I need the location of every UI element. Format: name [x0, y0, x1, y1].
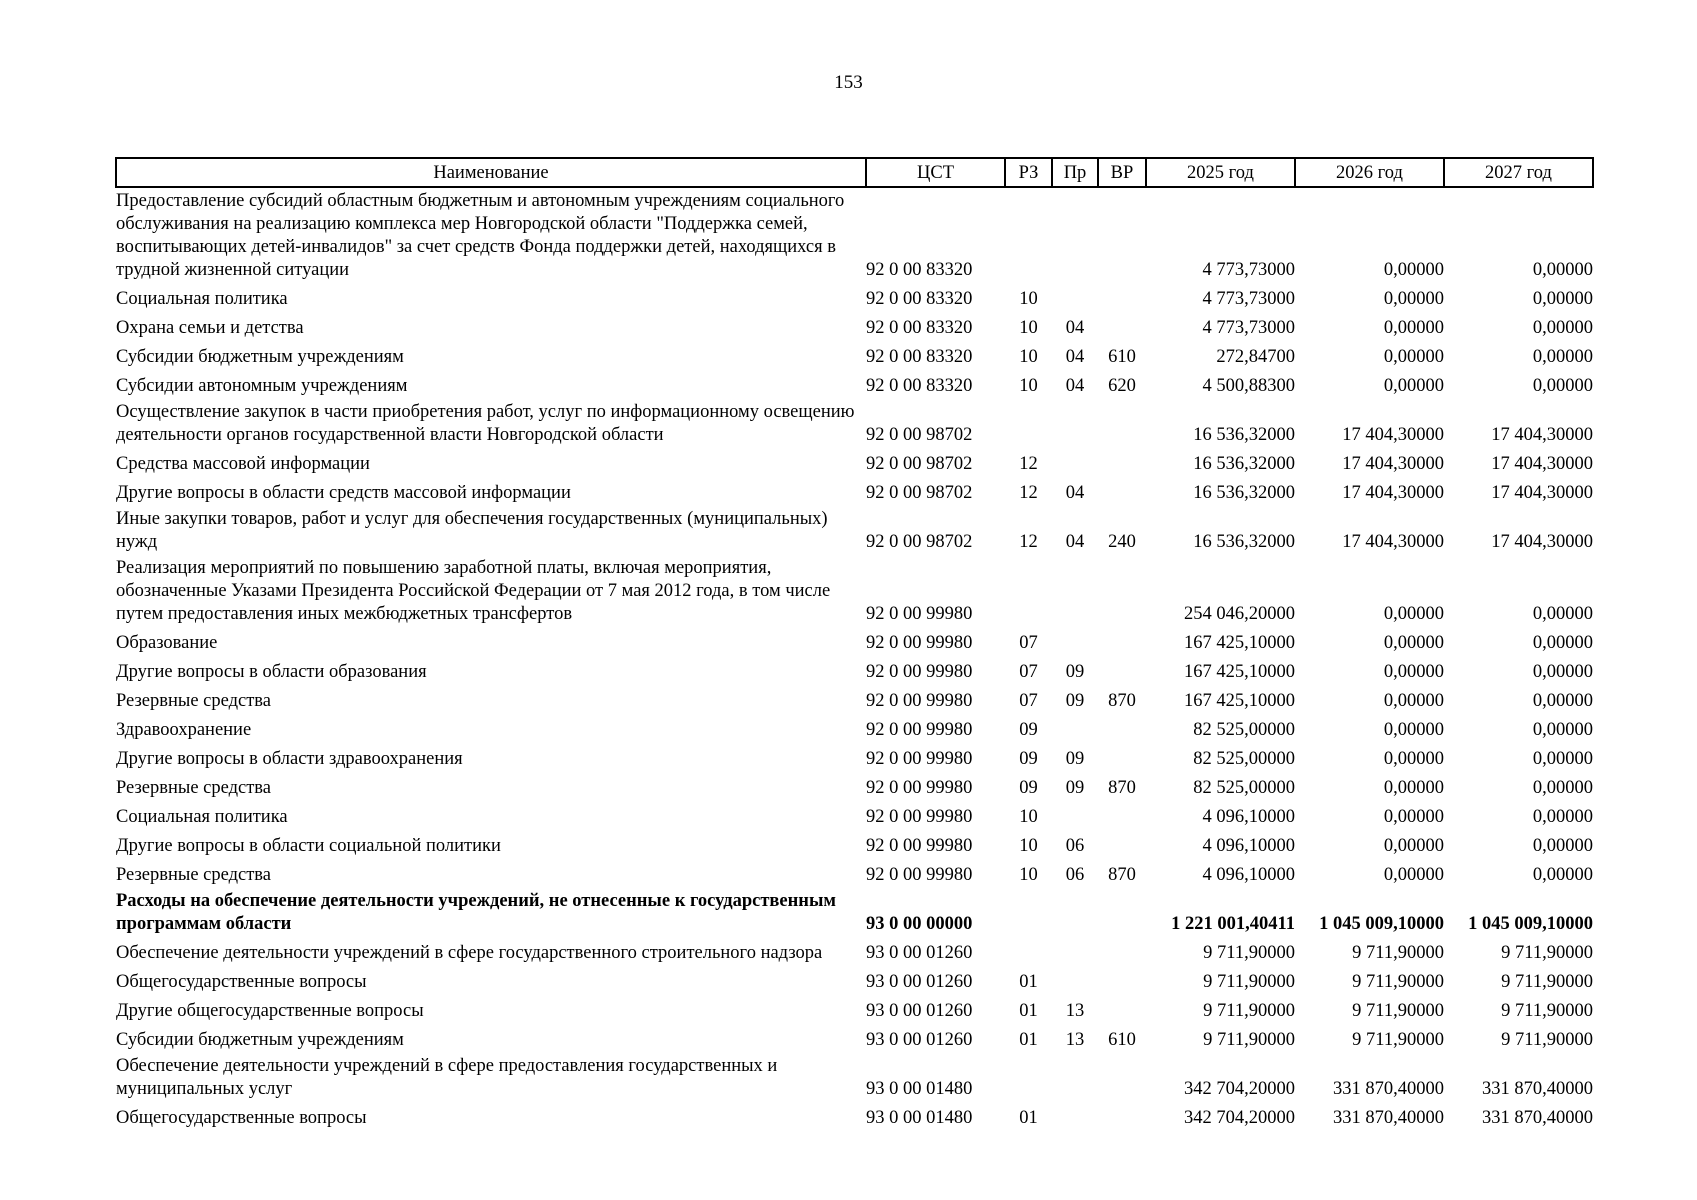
row-name: Предоставление субсидий областным бюджетным и автономным учреждениям социального обслуживания на реализацию комплекса мер Новгородской области "Поддержка семей, воспитывающих детей-инвалидов" за счет средств Фонда поддержки детей, находящихся в трудной жизненной ситуации: [116, 191, 845, 280]
row-pr: [1052, 937, 1098, 966]
row-amount-2026: 0,00000: [1383, 865, 1444, 885]
row-rz: 12: [1019, 532, 1038, 552]
row-vr: 610: [1108, 1030, 1136, 1050]
header-name: Наименование: [116, 158, 866, 187]
row-cst: 92 0 00 83320: [866, 260, 973, 280]
page-number: 153: [834, 72, 863, 93]
row-amount-2027: 0,00000: [1532, 691, 1593, 711]
table-row: [116, 888, 1593, 937]
row-pr: 04: [1065, 318, 1085, 338]
row-cst: 92 0 00 99980: [866, 720, 973, 740]
row-amount-2026: 17 404,30000: [1342, 454, 1444, 474]
row-vr: [1098, 995, 1146, 1024]
table-row: [116, 995, 1593, 1024]
row-rz: 10: [1019, 289, 1038, 309]
row-name: Субсидии бюджетным учреждениям: [116, 1030, 404, 1050]
row-amount-2025: 16 536,32000: [1193, 532, 1295, 552]
row-rz: 09: [1019, 778, 1038, 798]
row-vr: [1098, 1102, 1146, 1131]
row-name: Общегосударственные вопросы: [116, 972, 367, 992]
row-cst: 92 0 00 83320: [866, 376, 973, 396]
row-cst: 93 0 00 01480: [866, 1079, 973, 1099]
header-pr: Пр: [1052, 158, 1098, 187]
row-rz: 07: [1019, 662, 1038, 682]
row-amount-2027: 1 045 009,10000: [1468, 914, 1593, 934]
row-cst: 92 0 00 98702: [866, 483, 973, 503]
header-vr: ВР: [1098, 158, 1146, 187]
row-cst: 92 0 00 98702: [866, 454, 973, 474]
row-vr: [1098, 937, 1146, 966]
row-amount-2027: 17 404,30000: [1491, 454, 1593, 474]
row-rz: 10: [1019, 865, 1038, 885]
row-amount-2025: 4 096,10000: [1202, 865, 1295, 885]
row-amount-2027: 0,00000: [1532, 289, 1593, 309]
row-name: Другие вопросы в области здравоохранения: [116, 749, 463, 769]
row-amount-2026: 0,00000: [1383, 720, 1444, 740]
row-rz: 07: [1019, 633, 1038, 653]
row-amount-2026: 0,00000: [1383, 347, 1444, 367]
row-pr: 06: [1065, 865, 1085, 885]
row-amount-2025: 4 773,73000: [1202, 318, 1295, 338]
table-row: [116, 772, 1593, 801]
row-vr: [1098, 1053, 1146, 1102]
row-cst: 93 0 00 01260: [866, 1030, 973, 1050]
table-row: [116, 966, 1593, 995]
row-amount-2025: 342 704,20000: [1184, 1108, 1295, 1128]
row-amount-2027: 9 711,90000: [1501, 943, 1593, 963]
table-header-row: [116, 158, 1593, 187]
row-amount-2026: 17 404,30000: [1342, 532, 1444, 552]
row-pr: [1052, 627, 1098, 656]
row-amount-2025: 4 096,10000: [1202, 807, 1295, 827]
header-2026: 2026 год: [1295, 158, 1444, 187]
row-amount-2025: 16 536,32000: [1193, 483, 1295, 503]
header-2027: 2027 год: [1444, 158, 1593, 187]
row-cst: 93 0 00 00000: [866, 914, 973, 934]
row-vr: [1098, 714, 1146, 743]
row-amount-2025: 16 536,32000: [1193, 425, 1295, 445]
row-pr: 09: [1065, 662, 1085, 682]
row-vr: [1098, 801, 1146, 830]
row-amount-2027: 9 711,90000: [1501, 1001, 1593, 1021]
row-rz: 10: [1019, 347, 1038, 367]
row-name: Резервные средства: [116, 865, 271, 885]
row-cst: 92 0 00 99980: [866, 662, 973, 682]
row-cst: 92 0 00 99980: [866, 807, 973, 827]
table-row: [116, 1053, 1593, 1102]
row-amount-2027: 0,00000: [1532, 836, 1593, 856]
header-2025: 2025 год: [1146, 158, 1295, 187]
row-name: Обеспечение деятельности учреждений в сфере предоставления государственных и муниципальных услуг: [116, 1056, 778, 1099]
row-pr: [1052, 448, 1098, 477]
row-pr: 04: [1065, 483, 1085, 503]
row-amount-2027: 0,00000: [1532, 749, 1593, 769]
row-amount-2025: 4 773,73000: [1202, 289, 1295, 309]
header-rz: РЗ: [1005, 158, 1052, 187]
row-name: Иные закупки товаров, работ и услуг для обеспечения государственных (муниципальных) нужд: [116, 509, 828, 552]
row-amount-2026: 0,00000: [1383, 778, 1444, 798]
row-amount-2027: 9 711,90000: [1501, 972, 1593, 992]
row-name: Другие общегосударственные вопросы: [116, 1001, 424, 1021]
row-vr: 610: [1108, 347, 1136, 367]
row-amount-2026: 17 404,30000: [1342, 425, 1444, 445]
row-pr: [1052, 1053, 1098, 1102]
row-name: Расходы на обеспечение деятельности учреждений, не отнесенные к государственным программам области: [116, 891, 837, 934]
row-amount-2027: 0,00000: [1532, 376, 1593, 396]
row-amount-2027: 17 404,30000: [1491, 483, 1593, 503]
row-rz: 01: [1019, 972, 1038, 992]
row-vr: 870: [1108, 691, 1136, 711]
row-rz: [1005, 399, 1052, 448]
row-amount-2025: 9 711,90000: [1203, 1030, 1295, 1050]
row-vr: [1098, 830, 1146, 859]
row-amount-2026: 1 045 009,10000: [1319, 914, 1444, 934]
row-amount-2025: 254 046,20000: [1184, 604, 1295, 624]
row-amount-2025: 272,84700: [1216, 347, 1295, 367]
table-row: [116, 448, 1593, 477]
row-amount-2025: 16 536,32000: [1193, 454, 1295, 474]
row-rz: 07: [1019, 691, 1038, 711]
row-cst: 92 0 00 99980: [866, 865, 973, 885]
row-rz: 01: [1019, 1030, 1038, 1050]
table-row: [116, 399, 1593, 448]
row-amount-2026: 9 711,90000: [1352, 972, 1444, 992]
row-amount-2025: 9 711,90000: [1203, 943, 1295, 963]
row-pr: [1052, 187, 1098, 283]
row-name: Другие вопросы в области социальной политики: [116, 836, 501, 856]
row-pr: [1052, 966, 1098, 995]
row-amount-2026: 0,00000: [1383, 807, 1444, 827]
row-pr: [1052, 283, 1098, 312]
row-vr: [1098, 656, 1146, 685]
row-name: Другие вопросы в области средств массовой информации: [116, 483, 571, 503]
row-vr: [1098, 555, 1146, 627]
row-rz: 01: [1019, 1108, 1038, 1128]
row-amount-2025: 167 425,10000: [1184, 662, 1295, 682]
row-cst: 92 0 00 99980: [866, 633, 973, 653]
row-amount-2027: 0,00000: [1532, 318, 1593, 338]
row-cst: 92 0 00 83320: [866, 347, 973, 367]
table-row: [116, 685, 1593, 714]
row-amount-2026: 0,00000: [1383, 604, 1444, 624]
row-amount-2027: 0,00000: [1532, 662, 1593, 682]
row-amount-2027: 0,00000: [1532, 865, 1593, 885]
row-cst: 93 0 00 01480: [866, 1108, 973, 1128]
row-amount-2026: 331 870,40000: [1333, 1079, 1444, 1099]
table-row: [116, 555, 1593, 627]
row-amount-2027: 17 404,30000: [1491, 425, 1593, 445]
row-cst: 92 0 00 98702: [866, 425, 973, 445]
row-vr: [1098, 399, 1146, 448]
row-amount-2027: 331 870,40000: [1482, 1108, 1593, 1128]
row-name: Охрана семьи и детства: [116, 318, 304, 338]
row-pr: [1052, 888, 1098, 937]
row-amount-2027: 17 404,30000: [1491, 532, 1593, 552]
row-amount-2026: 0,00000: [1383, 691, 1444, 711]
row-rz: 10: [1019, 376, 1038, 396]
row-amount-2027: 0,00000: [1532, 604, 1593, 624]
row-amount-2026: 0,00000: [1383, 662, 1444, 682]
row-amount-2026: 9 711,90000: [1352, 1030, 1444, 1050]
row-vr: [1098, 966, 1146, 995]
row-rz: 09: [1019, 720, 1038, 740]
row-rz: 01: [1019, 1001, 1038, 1021]
row-vr: [1098, 888, 1146, 937]
row-pr: [1052, 399, 1098, 448]
row-cst: 93 0 00 01260: [866, 1001, 973, 1021]
table-row: [116, 937, 1593, 966]
row-cst: 92 0 00 99980: [866, 691, 973, 711]
row-name: Здравоохранение: [116, 720, 252, 740]
row-amount-2025: 167 425,10000: [1184, 633, 1295, 653]
table-row: [116, 477, 1593, 506]
row-cst: 93 0 00 01260: [866, 943, 973, 963]
row-cst: 92 0 00 83320: [866, 318, 973, 338]
row-cst: 92 0 00 99980: [866, 778, 973, 798]
row-amount-2027: 9 711,90000: [1501, 1030, 1593, 1050]
row-pr: 09: [1065, 691, 1085, 711]
row-amount-2026: 0,00000: [1383, 749, 1444, 769]
row-name: Другие вопросы в области образования: [116, 662, 427, 682]
table-row: [116, 656, 1593, 685]
row-pr: [1052, 1102, 1098, 1131]
row-rz: [1005, 888, 1052, 937]
table-row: [116, 1102, 1593, 1131]
row-name: Резервные средства: [116, 778, 271, 798]
table-row: [116, 370, 1593, 399]
row-amount-2025: 82 525,00000: [1193, 720, 1295, 740]
row-amount-2027: 0,00000: [1532, 807, 1593, 827]
table-row: [116, 859, 1593, 888]
row-amount-2025: 4 773,73000: [1202, 260, 1295, 280]
table-row: [116, 312, 1593, 341]
row-name: Реализация мероприятий по повышению заработной платы, включая мероприятия, обозначенные Указами Президента Российской Федерации от 7 мая 2012 года, в том числе путем предоставления иных межбюджетных трансфертов: [116, 558, 831, 624]
row-amount-2026: 9 711,90000: [1352, 943, 1444, 963]
row-name: Средства массовой информации: [116, 454, 370, 474]
row-rz: [1005, 555, 1052, 627]
row-vr: [1098, 477, 1146, 506]
row-amount-2026: 0,00000: [1383, 836, 1444, 856]
row-amount-2027: 331 870,40000: [1482, 1079, 1593, 1099]
row-name: Обеспечение деятельности учреждений в сфере государственного строительного надзора: [116, 943, 823, 963]
row-amount-2027: 0,00000: [1532, 720, 1593, 740]
table-row: [116, 1024, 1593, 1053]
row-cst: 92 0 00 98702: [866, 532, 973, 552]
table-row: [116, 743, 1593, 772]
row-amount-2025: 82 525,00000: [1193, 778, 1295, 798]
row-amount-2026: 0,00000: [1383, 260, 1444, 280]
row-cst: 92 0 00 99980: [866, 836, 973, 856]
row-name: Осуществление закупок в части приобретения работ, услуг по информационному освещению деятельности органов государственной власти Новгородской области: [116, 402, 855, 445]
row-cst: 92 0 00 83320: [866, 289, 973, 309]
table-row: [116, 187, 1593, 283]
row-vr: [1098, 448, 1146, 477]
row-pr: 13: [1065, 1001, 1085, 1021]
budget-table: [115, 157, 1594, 1131]
table-row: [116, 830, 1593, 859]
table-row: [116, 801, 1593, 830]
row-amount-2025: 342 704,20000: [1184, 1079, 1295, 1099]
table-row: [116, 627, 1593, 656]
row-vr: 870: [1108, 778, 1136, 798]
row-pr: 04: [1065, 532, 1085, 552]
row-amount-2026: 9 711,90000: [1352, 1001, 1444, 1021]
row-amount-2026: 331 870,40000: [1333, 1108, 1444, 1128]
row-pr: 06: [1065, 836, 1085, 856]
row-cst: 93 0 00 01260: [866, 972, 973, 992]
row-amount-2026: 0,00000: [1383, 633, 1444, 653]
row-rz: [1005, 1053, 1052, 1102]
row-rz: 10: [1019, 318, 1038, 338]
row-amount-2026: 0,00000: [1383, 289, 1444, 309]
row-amount-2027: 0,00000: [1532, 633, 1593, 653]
row-pr: 13: [1065, 1030, 1085, 1050]
row-amount-2026: 0,00000: [1383, 376, 1444, 396]
row-vr: [1098, 627, 1146, 656]
row-amount-2027: 0,00000: [1532, 260, 1593, 280]
row-vr: [1098, 283, 1146, 312]
row-pr: [1052, 801, 1098, 830]
row-name: Общегосударственные вопросы: [116, 1108, 367, 1128]
row-pr: 09: [1065, 778, 1085, 798]
row-cst: 92 0 00 99980: [866, 749, 973, 769]
row-vr: 620: [1108, 376, 1136, 396]
row-name: Социальная политика: [116, 289, 288, 309]
row-amount-2025: 4 500,88300: [1202, 376, 1295, 396]
row-vr: [1098, 187, 1146, 283]
row-rz: 12: [1019, 483, 1038, 503]
row-name: Образование: [116, 633, 218, 653]
row-name: Резервные средства: [116, 691, 271, 711]
row-amount-2025: 9 711,90000: [1203, 972, 1295, 992]
row-amount-2025: 167 425,10000: [1184, 691, 1295, 711]
row-pr: 04: [1065, 376, 1085, 396]
table-row: [116, 714, 1593, 743]
row-rz: 12: [1019, 454, 1038, 474]
table-row: [116, 506, 1593, 555]
row-pr: 09: [1065, 749, 1085, 769]
row-pr: [1052, 714, 1098, 743]
header-cst: ЦСТ: [866, 158, 1005, 187]
row-vr: 240: [1108, 532, 1136, 552]
row-vr: 870: [1108, 865, 1136, 885]
row-amount-2025: 82 525,00000: [1193, 749, 1295, 769]
row-pr: 04: [1065, 347, 1085, 367]
row-pr: [1052, 555, 1098, 627]
row-amount-2026: 17 404,30000: [1342, 483, 1444, 503]
row-rz: 10: [1019, 807, 1038, 827]
row-rz: 09: [1019, 749, 1038, 769]
row-vr: [1098, 743, 1146, 772]
row-amount-2027: 0,00000: [1532, 347, 1593, 367]
row-amount-2027: 0,00000: [1532, 778, 1593, 798]
row-amount-2025: 9 711,90000: [1203, 1001, 1295, 1021]
row-vr: [1098, 312, 1146, 341]
row-rz: [1005, 187, 1052, 283]
row-amount-2025: 4 096,10000: [1202, 836, 1295, 856]
row-name: Субсидии бюджетным учреждениям: [116, 347, 404, 367]
table-row: [116, 283, 1593, 312]
row-rz: 10: [1019, 836, 1038, 856]
table-body: [116, 187, 1593, 1131]
row-rz: [1005, 937, 1052, 966]
row-name: Субсидии автономным учреждениям: [116, 376, 408, 396]
row-cst: 92 0 00 99980: [866, 604, 973, 624]
row-name: Социальная политика: [116, 807, 288, 827]
table-row: [116, 341, 1593, 370]
row-amount-2026: 0,00000: [1383, 318, 1444, 338]
row-amount-2025: 1 221 001,40411: [1171, 914, 1295, 934]
